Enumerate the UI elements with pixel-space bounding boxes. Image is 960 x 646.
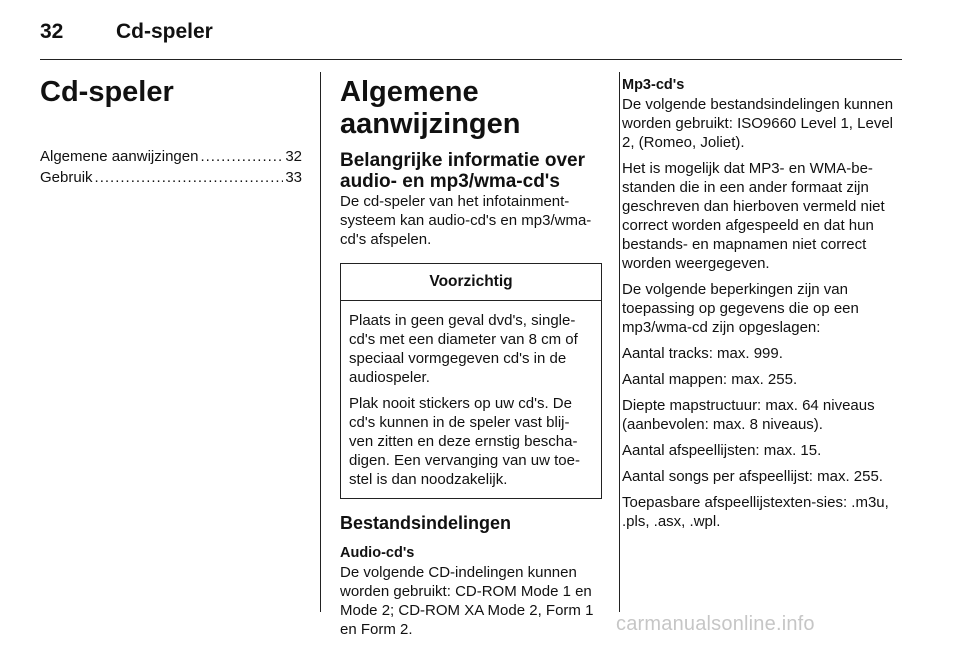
caution-body — [341, 301, 601, 498]
toc-entry-page: 32 — [285, 148, 302, 165]
mp3-heading: Mp3-cd's — [622, 77, 685, 93]
toc-entry-algemene-aanwijzingen[interactable] — [40, 146, 302, 167]
column-divider — [619, 72, 620, 612]
intro-paragraph: De cd-speler van het infotainment-systeem kan audio-cd's en mp3/wma-cd's afspelen. — [340, 193, 592, 248]
mp3-paragraph: Aantal mappen: max. 255. — [622, 371, 798, 388]
audio-cd-heading: Audio-cd's — [340, 545, 415, 561]
chapter-title: Cd-speler — [116, 20, 213, 43]
mp3-paragraph: Aantal tracks: max. 999. — [622, 345, 783, 362]
column-divider — [320, 72, 321, 612]
caution-heading: Voorzichtig — [341, 264, 601, 301]
toc-leader-dots — [95, 167, 284, 188]
caution-box — [340, 263, 602, 499]
page-header — [40, 14, 902, 54]
header-divider — [40, 59, 902, 60]
audio-cd-paragraph: De volgende CD-indelingen kunnen worden gebruikt: CD-ROM Mode 1 en Mode 2; CD-ROM XA Mode 2, Form 1 en Form 2. — [340, 564, 594, 638]
toc-entry-label: Gebruik — [40, 169, 93, 186]
mp3-paragraph: Diepte mapstructuur: max. 64 niveaus (aanbevolen: max. 8 niveaus). — [622, 397, 875, 433]
mp3-paragraph: Aantal songs per afspeellijst: max. 255. — [622, 468, 883, 485]
watermark[interactable]: carmanualsonline.info — [616, 613, 815, 635]
toc-leader-dots — [200, 146, 283, 167]
mp3-paragraph: De volgende beperkingen zijn van toepassing op gegevens die op een mp3/wma-cd zijn opgeslagen: — [622, 281, 859, 336]
caution-paragraph: Plak nooit stickers op uw cd's. De cd's kunnen in de speler vast blij-ven zitten en deze ernstig bescha-digen. Een vervanging van uw toe-stel is dan noodzakelijk. — [349, 395, 580, 488]
toc-entry-label: Algemene aanwijzingen — [40, 148, 199, 165]
toc-entry-gebruik[interactable] — [40, 167, 302, 188]
mp3-paragraph: Het is mogelijk dat MP3- en WMA-be-standen die in een ander formaat zijn geschreven dan hierboven vermeld niet correct worden afgespeeld en dat hun bestands- en mapnamen niet correct worden weergegeven. — [622, 160, 885, 272]
caution-paragraph: Plaats in geen geval dvd's, single-cd's met een diameter van 8 cm of speciaal vormgegeven cd's in de audiospeler. — [349, 312, 578, 386]
section-title: Algemene aanwijzingen — [340, 76, 521, 140]
mp3-column — [622, 76, 904, 538]
toc-entry-page: 33 — [285, 169, 302, 186]
important-heading: Belangrijke informatie over audio- en mp3/wma-cd's — [340, 150, 585, 192]
mp3-paragraph: Aantal afspeellijsten: max. 15. — [622, 442, 822, 459]
toc-title: Cd-speler — [40, 76, 174, 108]
mp3-paragraph: Toepasbare afspeellijstexten-sies: .m3u, .pls, .asx, .wpl. — [622, 494, 889, 530]
toc-column — [40, 76, 302, 188]
mp3-paragraph: De volgende bestandsindelingen kunnen worden gebruikt: ISO9660 Level 1, Level 2, (Romeo, Joliet). — [622, 96, 894, 151]
page-number: 32 — [40, 20, 64, 43]
file-formats-heading: Bestandsindelingen — [340, 513, 512, 533]
general-column — [340, 76, 602, 646]
